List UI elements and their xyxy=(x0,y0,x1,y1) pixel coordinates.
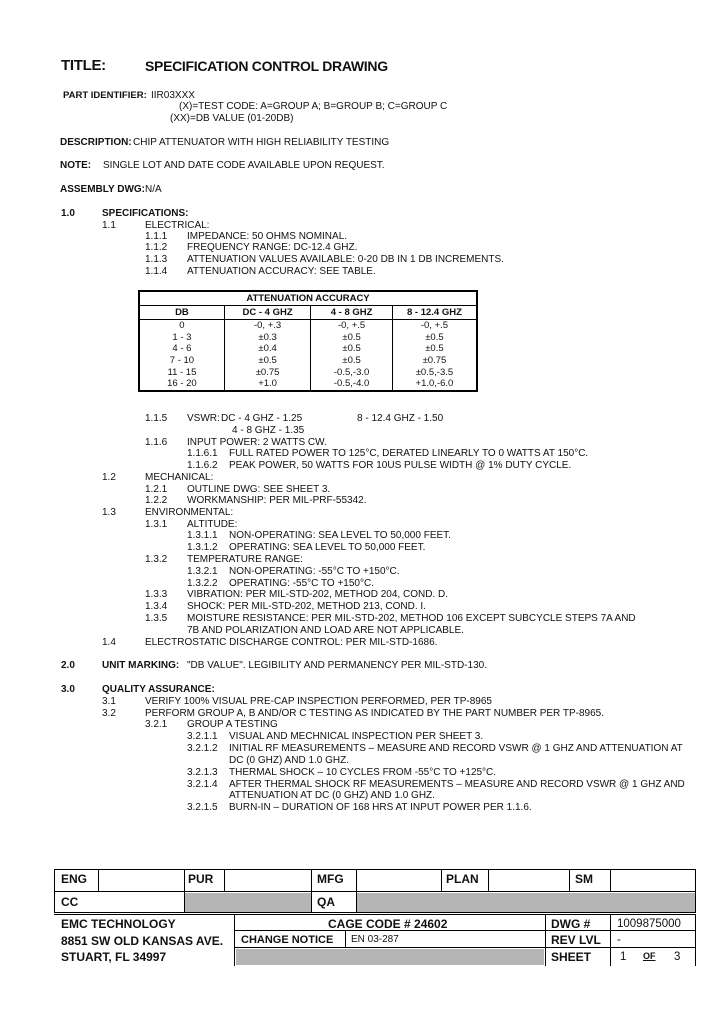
part-identifier-value: IIR03XXX xyxy=(151,90,195,101)
table-header: 8 - 12.4 GHZ xyxy=(392,306,477,320)
pur-label: PUR xyxy=(188,872,214,886)
table-cell: ±0.75 xyxy=(224,366,310,378)
item-text: THERMAL SHOCK – 10 CYCLES FROM -55°C TO +125°C. xyxy=(229,767,497,778)
table-cell: ±0.5 xyxy=(311,332,393,344)
company-name: EMC TECHNOLOGY xyxy=(61,917,176,931)
table-row xyxy=(139,366,477,378)
item-number: 3.2.1.2 xyxy=(187,743,218,754)
divider xyxy=(545,914,546,966)
divider xyxy=(234,914,235,966)
section-number: 3.0 xyxy=(61,684,75,695)
sheet-number: 1 xyxy=(620,951,627,963)
table-cell: 0 xyxy=(139,320,224,332)
divider xyxy=(54,891,696,892)
item-number: 3.2.1.3 xyxy=(187,767,218,778)
item-text: ATTENUATION ACCURACY: SEE TABLE. xyxy=(187,266,376,277)
item-number: 3.1 xyxy=(102,696,116,707)
item-number: 1.1.6.1 xyxy=(187,448,218,459)
part-test-code: (X)=TEST CODE: A=GROUP A; B=GROUP B; C=GROUP C xyxy=(179,101,448,112)
rev-value: - xyxy=(617,934,621,946)
table-cell: ±0.3 xyxy=(224,332,310,344)
table-header: DC - 4 GHZ xyxy=(224,306,310,320)
table-cell: -0, +.5 xyxy=(311,320,393,332)
eng-label: ENG xyxy=(61,872,88,886)
mfg-label: MFG xyxy=(317,872,344,886)
table-header: DB xyxy=(139,306,224,320)
table-row xyxy=(139,332,477,344)
item-text: PEAK POWER, 50 WATTS FOR 10US PULSE WIDTH @ 1% DUTY CYCLE. xyxy=(229,460,572,471)
table-cell: ±0.5 xyxy=(311,343,393,355)
item-text: TEMPERATURE RANGE: xyxy=(187,554,303,565)
item-number: 3.2.1 xyxy=(145,719,168,730)
table-cell: ±0.75 xyxy=(392,355,477,367)
shaded-cell xyxy=(184,893,311,912)
divider xyxy=(356,869,357,913)
table-cell: +1.0 xyxy=(224,378,310,391)
assembly-value: N/A xyxy=(145,184,162,195)
vswr-dc-4: DC - 4 GHZ - 1.25 xyxy=(221,413,303,424)
item-text-continued: DC (0 GHZ) AND 1.0 GHZ. xyxy=(229,755,350,766)
item-number: 1.1.4 xyxy=(145,266,168,277)
table-cell: 1 - 3 xyxy=(139,332,224,344)
shaded-cell xyxy=(236,949,544,965)
item-number: 3.2.1.1 xyxy=(187,731,218,742)
table-cell: ±0.5 xyxy=(392,343,477,355)
item-number: 1.3.3 xyxy=(145,589,168,600)
item-text: ELECTROSTATIC DISCHARGE CONTROL: PER MIL-STD-1686. xyxy=(145,637,438,648)
table-cell: 7 - 10 xyxy=(139,355,224,367)
item-text: VIBRATION: PER MIL-STD-202, METHOD 204, COND. D. xyxy=(187,589,448,600)
item-text: VERIFY 100% VISUAL PRE-CAP INSPECTION PERFORMED, PER TP-8965 xyxy=(145,696,492,707)
item-text: VISUAL AND MECHNICAL INSPECTION PER SHEET 3. xyxy=(229,731,484,742)
table-cell: 11 - 15 xyxy=(139,366,224,378)
item-text: MECHANICAL: xyxy=(145,472,214,483)
item-number: 1.1.1 xyxy=(145,231,168,242)
item-text: PERFORM GROUP A, B AND/OR C TESTING AS INDICATED BY THE PART NUMBER PER TP-8965. xyxy=(145,708,604,719)
divider xyxy=(441,869,442,892)
divider xyxy=(311,869,312,913)
table-cell: -0.5,-4.0 xyxy=(311,378,393,391)
table-header: 4 - 8 GHZ xyxy=(311,306,393,320)
item-number: 1.4 xyxy=(102,637,116,648)
item-number: 1.1.3 xyxy=(145,254,168,265)
vswr-4-8: 4 - 8 GHZ - 1.35 xyxy=(232,425,305,436)
item-text: INPUT POWER: 2 WATTS CW. xyxy=(187,437,327,448)
item-text: NON-OPERATING: SEA LEVEL TO 50,000 FEET. xyxy=(229,530,451,541)
table-cell: ±0.5,-3.5 xyxy=(392,366,477,378)
sheet-label: SHEET xyxy=(551,950,592,964)
description-value: CHIP ATTENUATOR WITH HIGH RELIABILITY TESTING xyxy=(133,137,390,148)
item-number: 1.1.5 xyxy=(145,413,168,424)
sm-label: SM xyxy=(575,872,593,886)
item-number: 1.1 xyxy=(102,220,116,231)
table-cell: -0.5,-3.0 xyxy=(311,366,393,378)
item-number: 1.3 xyxy=(102,507,116,518)
item-number: 1.2.1 xyxy=(145,484,168,495)
rev-label: REV LVL xyxy=(551,933,601,947)
item-number: 1.3.5 xyxy=(145,613,168,624)
table-caption: ATTENUATION ACCURACY xyxy=(139,291,477,306)
plan-label: PLAN xyxy=(446,872,479,886)
item-number: 1.3.1 xyxy=(145,519,168,530)
item-text: FULL RATED POWER TO 125°C, DERATED LINEARLY TO 0 WATTS AT 150°C. xyxy=(229,448,589,459)
item-number: 1.1.2 xyxy=(145,242,168,253)
note-value: SINGLE LOT AND DATE CODE AVAILABLE UPON REQUEST. xyxy=(103,160,385,171)
item-text-continued: ATTENUATION AT DC (0 GHZ) AND 1.0 GHZ. xyxy=(229,790,435,801)
vswr-8-12: 8 - 12.4 GHZ - 1.50 xyxy=(357,413,444,424)
section-number: 2.0 xyxy=(61,660,75,671)
section-title: QUALITY ASSURANCE: xyxy=(102,684,215,695)
item-text: FREQUENCY RANGE: DC-12.4 GHZ. xyxy=(187,242,358,253)
item-text: OPERATING: SEA LEVEL TO 50,000 FEET. xyxy=(229,542,426,553)
company-address: 8851 SW OLD KANSAS AVE. xyxy=(61,934,224,948)
item-number: 1.3.1.1 xyxy=(187,530,218,541)
item-number: 1.2 xyxy=(102,472,116,483)
company-city: STUART, FL 34997 xyxy=(61,950,167,964)
item-text: ELECTRICAL: xyxy=(145,220,210,231)
change-notice-label: CHANGE NOTICE xyxy=(241,934,334,946)
section-title: SPECIFICATIONS: xyxy=(102,208,189,219)
table-row xyxy=(139,343,477,355)
item-text: GROUP A TESTING xyxy=(187,719,278,730)
divider xyxy=(488,869,489,892)
table-row xyxy=(139,378,477,391)
item-text: WORKMANSHIP: PER MIL-PRF-55342. xyxy=(187,495,367,506)
change-notice-value: EN 03-287 xyxy=(351,934,399,945)
shaded-cell xyxy=(573,893,695,912)
item-text: VSWR: xyxy=(187,413,220,424)
item-text: AFTER THERMAL SHOCK RF MEASUREMENTS – MEASURE AND RECORD VSWR @ 1 GHZ AND xyxy=(229,779,685,790)
table-cell: 4 - 6 xyxy=(139,343,224,355)
divider xyxy=(98,869,99,892)
item-number: 1.1.6.2 xyxy=(187,460,218,471)
item-text: OUTLINE DWG: SEE SHEET 3. xyxy=(187,484,331,495)
part-db-value: (XX)=DB VALUE (01-20DB) xyxy=(170,113,294,124)
item-text: MOISTURE RESISTANCE: PER MIL-STD-202, METHOD 106 EXCEPT SUBCYCLE STEPS 7A AND xyxy=(187,613,636,624)
table-cell: 16 - 20 xyxy=(139,378,224,391)
item-text: BURN-IN – DURATION OF 168 HRS AT INPUT POWER PER 1.1.6. xyxy=(229,802,532,813)
item-text: "DB VALUE". LEGIBILITY AND PERMANENCY PER MIL-STD-130. xyxy=(187,660,487,671)
shaded-cell xyxy=(356,893,573,912)
item-number: 1.3.2 xyxy=(145,554,168,565)
item-number: 3.2.1.5 xyxy=(187,802,218,813)
note-label: NOTE: xyxy=(60,160,92,171)
section-title: UNIT MARKING: xyxy=(102,660,180,671)
divider xyxy=(184,869,185,913)
item-text: OPERATING: -55°C TO +150°C. xyxy=(229,578,374,589)
divider xyxy=(569,869,570,892)
item-number: 1.3.2.2 xyxy=(187,578,218,589)
item-text: ATTENUATION VALUES AVAILABLE: 0-20 DB IN 1 DB INCREMENTS. xyxy=(187,254,504,265)
dwg-value: 1009875000 xyxy=(617,918,681,930)
table-cell: ±0.5 xyxy=(392,332,477,344)
item-text: SHOCK: PER MIL-STD-202, METHOD 213, COND. I. xyxy=(187,601,426,612)
page-title: SPECIFICATION CONTROL DRAWING xyxy=(145,58,388,74)
table-cell: ±0.4 xyxy=(224,343,310,355)
table-row xyxy=(139,320,477,332)
section-number: 1.0 xyxy=(61,208,75,219)
divider xyxy=(695,914,696,966)
qa-label: QA xyxy=(317,895,335,909)
attenuation-table xyxy=(138,290,478,392)
cage-code: CAGE CODE # 24602 xyxy=(328,917,448,931)
table-cell: ±0.5 xyxy=(311,355,393,367)
dwg-label: DWG # xyxy=(551,917,591,931)
item-number: 1.2.2 xyxy=(145,495,168,506)
divider xyxy=(610,869,611,892)
divider xyxy=(54,914,696,915)
divider xyxy=(610,914,611,966)
item-text: ENVIRONMENTAL: xyxy=(145,507,234,518)
item-number: 1.1.6 xyxy=(145,437,168,448)
divider xyxy=(345,930,346,947)
item-number: 1.3.1.2 xyxy=(187,542,218,553)
item-text-continued: 7B AND POLARIZATION AND LOAD ARE NOT APPLICABLE. xyxy=(187,625,464,636)
item-text: NON-OPERATING: -55°C TO +150°C. xyxy=(229,566,400,577)
item-text: ALTITUDE: xyxy=(187,519,238,530)
item-text: INITIAL RF MEASUREMENTS – MEASURE AND RECORD VSWR @ 1 GHZ AND ATTENUATION AT xyxy=(229,743,683,754)
part-identifier-label: PART IDENTIFIER: xyxy=(63,90,147,101)
table-row xyxy=(139,355,477,367)
item-number: 1.3.2.1 xyxy=(187,566,218,577)
sheet-of: OF xyxy=(643,951,656,961)
item-text: IMPEDANCE: 50 OHMS NOMINAL. xyxy=(187,231,348,242)
title-label: TITLE: xyxy=(61,57,106,74)
item-number: 3.2.1.4 xyxy=(187,779,218,790)
cc-label: CC xyxy=(61,895,79,909)
table-cell: +1.0,-6.0 xyxy=(392,378,477,391)
table-cell: -0, +.5 xyxy=(392,320,477,332)
item-number: 1.3.4 xyxy=(145,601,168,612)
assembly-label: ASSEMBLY DWG: xyxy=(60,184,146,195)
table-cell: -0, +.3 xyxy=(224,320,310,332)
divider xyxy=(224,869,225,892)
table-cell: ±0.5 xyxy=(224,355,310,367)
item-number: 3.2 xyxy=(102,708,116,719)
divider xyxy=(234,947,696,948)
description-label: DESCRIPTION: xyxy=(60,137,132,148)
sheet-total: 3 xyxy=(674,951,681,963)
